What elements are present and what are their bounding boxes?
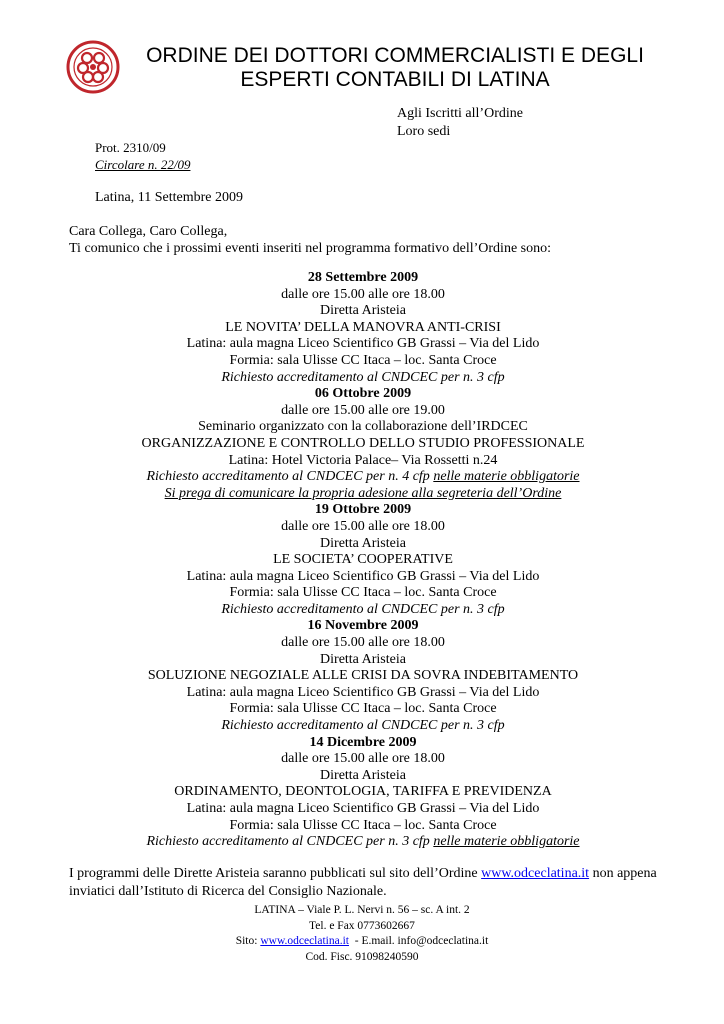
closing-paragraph <box>69 865 669 901</box>
event-accreditation: Richiesto accreditamento al CNDCEC per n. 3 cfp <box>221 369 505 385</box>
event-location: Latina: aula magna Liceo Scientifico GB Grassi – Via del Lido <box>186 801 540 816</box>
footer-phone: Tel. e Fax 0773602667 <box>309 919 415 932</box>
event-accreditation: Richiesto accreditamento al CNDCEC per n. 3 cfp <box>221 718 505 734</box>
footer-site-label: Sito: <box>235 935 261 947</box>
event-time: dalle ore 15.00 alle ore 18.00 <box>281 286 445 302</box>
protocol-block <box>95 139 190 173</box>
event-title: ORDINAMENTO, DEONTOLOGIA, TARIFFA E PREVIDENZA <box>174 784 552 800</box>
circolare-number: Circolare n. 22/09 <box>95 157 191 172</box>
events-list <box>69 270 657 851</box>
event-accreditation-text: Richiesto accreditamento al CNDCEC per n. 3 cfp <box>146 834 430 850</box>
footer-fiscal-code: Cod. Fisc. 91098240590 <box>305 950 419 963</box>
event-location: Formia: sala Ulisse CC Itaca – loc. Santa Croce <box>229 352 497 368</box>
event-type: Seminario organizzato con la collaborazione dell’IRDCEC <box>198 419 528 435</box>
event-date: 06 Ottobre 2009 <box>314 386 412 402</box>
letterhead-title-line1: ORDINE DEI DOTTORI COMMERCIALISTI E DEGLI <box>146 44 644 67</box>
greeting-block <box>69 223 551 257</box>
event-title: SOLUZIONE NEGOZIALE ALLE CRISI DA SOVRA INDEBITAMENTO <box>147 668 579 684</box>
event-location: Latina: Hotel Victoria Palace– Via Rossetti n.24 <box>228 452 498 468</box>
event-location: Latina: aula magna Liceo Scientifico GB Grassi – Via del Lido <box>186 684 540 700</box>
event-type: Diretta Aristeia <box>320 535 406 551</box>
event-type: Diretta Aristeia <box>320 303 406 319</box>
event-note: Si prega di comunicare la propria adesione alla segreteria dell’Ordine <box>164 485 562 501</box>
recipient-block <box>397 105 523 141</box>
event-time: dalle ore 15.00 alle ore 18.00 <box>281 751 445 767</box>
event-accreditation: Richiesto accreditamento al CNDCEC per n. 3 cfp <box>221 601 505 617</box>
protocol-number: Prot. 2310/09 <box>95 140 166 155</box>
footer-website-link[interactable]: www.odceclatina.it <box>260 935 349 947</box>
footer-site-line <box>190 934 534 950</box>
event-location: Latina: aula magna Liceo Scientifico GB Grassi – Via del Lido <box>186 336 540 352</box>
event-date: 28 Settembre 2009 <box>307 270 419 285</box>
recipient-line2: Loro sedi <box>397 124 451 139</box>
event-accreditation-mandatory: nelle materie obbligatorie <box>433 834 580 850</box>
closing-text-after: non appena inviatici dall’Istituto di Ricerca del Consiglio Nazionale. <box>69 866 657 899</box>
event-type: Diretta Aristeia <box>320 767 406 783</box>
event-accreditation <box>69 834 657 851</box>
letterhead-title-line2: ESPERTI CONTABILI DI LATINA <box>240 68 550 91</box>
event-time: dalle ore 15.00 alle ore 18.00 <box>281 635 445 651</box>
event-title: ORGANIZZAZIONE E CONTROLLO DELLO STUDIO PROFESSIONALE <box>141 435 585 451</box>
event-title: LE NOVITA’ DELLA MANOVRA ANTI-CRISI <box>225 319 501 335</box>
event-location: Latina: aula magna Liceo Scientifico GB Grassi – Via del Lido <box>186 568 540 584</box>
event-date: 14 Dicembre 2009 <box>309 734 417 750</box>
event-time: dalle ore 15.00 alle ore 19.00 <box>281 402 445 418</box>
order-logo-icon <box>66 40 120 94</box>
event-location: Formia: sala Ulisse CC Itaca – loc. Santa Croce <box>229 585 497 601</box>
event-location: Formia: sala Ulisse CC Itaca – loc. Santa Croce <box>229 817 497 833</box>
closing-text-before: I programmi delle Dirette Aristeia saranno pubblicati sul sito dell’Ordine <box>69 866 482 881</box>
website-link[interactable]: www.odceclatina.it <box>481 866 590 881</box>
intro-text: Ti comunico che i prossimi eventi inseriti nel programma formativo dell’Ordine sono: <box>69 241 552 256</box>
event-accreditation-mandatory: nelle materie obbligatorie <box>433 469 580 485</box>
letter-date: Latina, 11 Settembre 2009 <box>95 190 243 205</box>
event-location: Formia: sala Ulisse CC Itaca – loc. Santa Croce <box>229 701 497 717</box>
salutation: Cara Collega, Caro Collega, <box>69 224 228 239</box>
event-time: dalle ore 15.00 alle ore 18.00 <box>281 518 445 534</box>
letterhead-title <box>130 44 660 92</box>
event-date: 19 Ottobre 2009 <box>314 502 412 518</box>
event-accreditation <box>69 469 657 486</box>
footer-email: - E.mail. info@odceclatina.it <box>349 935 489 947</box>
event-title: LE SOCIETA’ COOPERATIVE <box>273 552 453 568</box>
footer <box>190 903 534 965</box>
recipient-line1: Agli Iscritti all’Ordine <box>397 106 523 121</box>
footer-address: LATINA – Viale P. L. Nervi n. 56 – sc. A int. 2 <box>254 904 470 916</box>
event-type: Diretta Aristeia <box>320 651 406 667</box>
event-date: 16 Novembre 2009 <box>307 618 419 634</box>
event-accreditation-text: Richiesto accreditamento al CNDCEC per n. 4 cfp <box>146 469 430 485</box>
